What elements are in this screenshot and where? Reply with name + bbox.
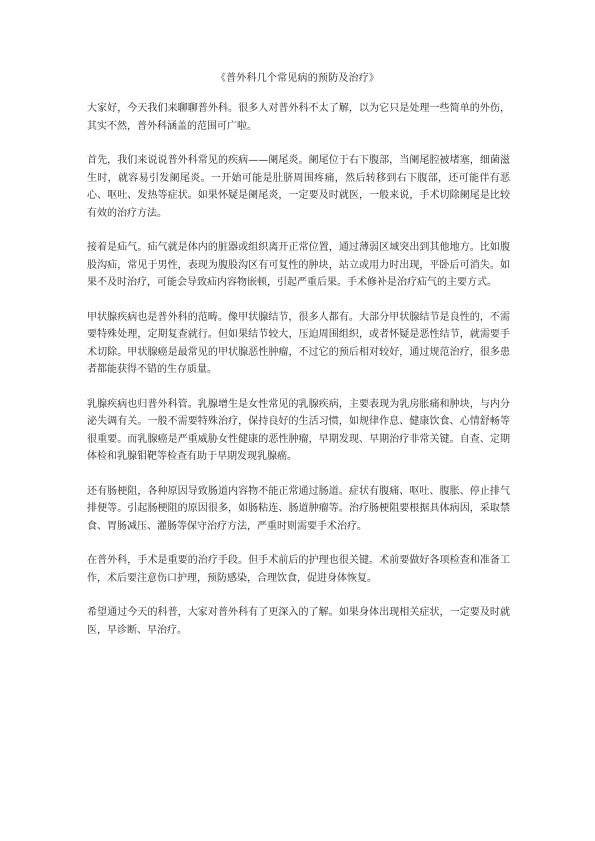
paragraph-thyroid: 甲状腺疾病也是普外科的范畴。像甲状腺结节，很多人都有。大部分甲状腺结节是良性的，不需要特殊处理，定期复查就行。但如果结节较大，压迫周围组织，或者怀疑是恶性结节，就需要手术切除。甲状腺癌是最常见的甲状腺恶性肿瘤，不过它的预后相对较好，通过规范治疗，很多患者都能获得不错的生存质量。: [87, 311, 510, 375]
paragraph-appendicitis: 首先，我们来说说普外科常见的疾病——阑尾炎。阑尾位于右下腹部，当阑尾腔被堵塞，细菌滋生时，就容易引发阑尾炎。一开始可能是肚脐周围疼痛，然后转移到右下腹部，还可能伴有恶心、呕吐、发热等症状。如果怀疑是阑尾炎，一定要及时就医，一般来说，手术切除阑尾是比较有效的治疗方法。: [87, 155, 510, 219]
paragraph-hernia: 接着是疝气。疝气就是体内的脏器或组织离开正常位置，通过薄弱区域突出到其他地方。比如腹股沟疝，常见于男性，表现为腹股沟区有可复性的肿块，站立或用力时出现，平卧后可消失。如果不及时治疗，可能会导致疝内容物嵌顿，引起严重后果。手术修补是治疗疝气的主要方式。: [87, 242, 510, 288]
document-title: 《普外科几个常见病的预防及治疗》: [215, 73, 380, 84]
paragraph-bowel-obstruction: 还有肠梗阻，各种原因导致肠道内容物不能正常通过肠道。症状有腹痛、呕吐、腹胀、停止排气排便等。引起肠梗阻的原因很多，如肠粘连、肠道肿瘤等。治疗肠梗阻要根据具体病因，采取禁食、胃肠减压、灌肠等保守治疗方法，严重时则需要手术治疗。: [87, 485, 510, 532]
paragraph-closing: 希望通过今天的科普，大家对普外科有了更深入的了解。如果身体出现相关症状，一定要及时就医，早诊断、早治疗。: [87, 607, 510, 636]
paragraph-intro: 大家好，今天我们来聊聊普外科。很多人对普外科不太了解，以为它只是处理一些简单的外伤，其实不然，普外科涵盖的范围可广啦。: [87, 103, 510, 132]
paragraph-breast: 乳腺疾病也归普外科管。乳腺增生是女性常见的乳腺疾病，主要表现为乳房胀痛和肿块，与内分泌失调有关。一般不需要特殊治疗，保持良好的生活习惯，如规律作息、健康饮食、心情舒畅等很重要。而乳腺癌是严重威胁女性健康的恶性肿瘤，早期发现、早期治疗非常关键。自查、定期体检和乳腺钼靶等检查有助于早期发现乳腺癌。: [87, 398, 510, 462]
document-body: [87, 100, 510, 656]
paragraph-surgery-care: 在普外科，手术是重要的治疗手段。但手术前后的护理也很关键。术前要做好各项检查和准备工作，术后要注意伤口护理，预防感染，合理饮食，促进身体恢复。: [87, 555, 510, 584]
